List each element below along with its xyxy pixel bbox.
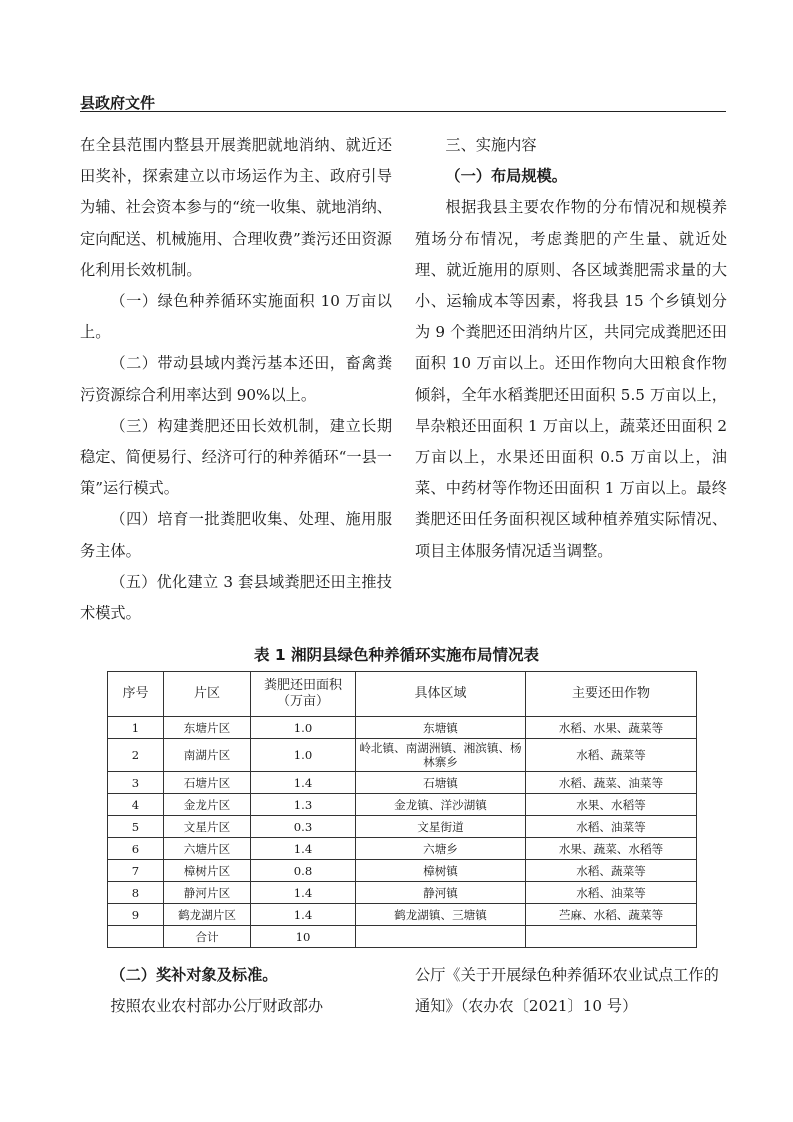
table-cell: 0.8 xyxy=(251,860,356,882)
subsidy-paragraph-continued: 公厅《关于开展绿色种养循环农业试点工作的通知》（农办农〔2021〕10 号） xyxy=(415,966,719,1016)
table-cell: 8 xyxy=(108,882,164,904)
table-cell: 樟树片区 xyxy=(164,860,251,882)
table-row xyxy=(108,794,697,816)
table-cell: 水果、水稻等 xyxy=(526,794,697,816)
table-cell: 水稻、蔬菜等 xyxy=(526,739,697,772)
table-row xyxy=(108,739,697,772)
table-cell: 7 xyxy=(108,860,164,882)
table-cell: 1.4 xyxy=(251,838,356,860)
table-cell: 南湖片区 xyxy=(164,739,251,772)
goal-item: （一）绿色种养循环实施面积 10 万亩以上。 xyxy=(80,292,392,342)
goal-item: （四）培育一批粪肥收集、处理、施用服务主体。 xyxy=(80,510,392,560)
table-cell: 水稻、油菜等 xyxy=(526,816,697,838)
table-cell: 金龙镇、洋沙湖镇 xyxy=(356,794,526,816)
right-column xyxy=(415,130,727,567)
header-cell: 片区 xyxy=(164,672,251,717)
layout-table xyxy=(107,671,697,948)
intro-paragraph: 在全县范围内整县开展粪肥就地消纳、就近还田奖补，探索建立以市场运作为主、政府引导为辅、社会资本参与的“统一收集、就地消纳、定向配送、机械施用、合理收费”粪污还田资源化利用长效机制。 xyxy=(80,136,392,279)
header-divider xyxy=(80,111,726,112)
table-cell: 东塘镇 xyxy=(356,717,526,739)
table-cell: 金龙片区 xyxy=(164,794,251,816)
table-row xyxy=(108,860,697,882)
table-cell: 9 xyxy=(108,904,164,926)
table-cell xyxy=(526,926,697,948)
table-cell xyxy=(356,926,526,948)
subsidy-paragraph-start: 按照农业农村部办公厅财政部办 xyxy=(110,997,324,1016)
table-cell: 1.0 xyxy=(251,717,356,739)
table-cell: 鹤龙湖镇、三塘镇 xyxy=(356,904,526,926)
bottom-left-column xyxy=(80,960,392,1022)
table-cell: 2 xyxy=(108,739,164,772)
bottom-right-column xyxy=(415,960,727,1022)
header-cell: 粪肥还田面积（万亩） xyxy=(251,672,356,717)
table-cell: 1.4 xyxy=(251,882,356,904)
table-cell: 静河片区 xyxy=(164,882,251,904)
table-cell: 水稻、水果、蔬菜等 xyxy=(526,717,697,739)
table-cell: 5 xyxy=(108,816,164,838)
layout-paragraph: 根据我县主要农作物的分布情况和规模养殖场分布情况，考虑粪肥的产生量、就近处理、就近施用的原则、各区域粪肥需求量的大小、运输成本等因素，将我县 15 个乡镇划分为 9 个粪肥还田消纳片区，共同完成粪肥还田面积 10 万亩以上。还田作物向大田粮食作物倾斜，全年水稻粪肥还田面积 5.5 万亩以上，旱杂粮还田面积 1 万亩以上，蔬菜还田面积 2 万亩以上，水果还田面积 0.5 万亩以上，油菜、中药材等作物还田面积 1 万亩以上。最终粪肥还田任务面积视区域种植养殖实际情况、项目主体服务情况适当调整。 xyxy=(415,198,727,560)
table-cell: 水果、蔬菜、水稻等 xyxy=(526,838,697,860)
table-cell: 静河镇 xyxy=(356,882,526,904)
table-cell: 石塘片区 xyxy=(164,772,251,794)
left-column xyxy=(80,130,392,629)
table-cell: 1.4 xyxy=(251,772,356,794)
table-cell: 4 xyxy=(108,794,164,816)
table-cell: 文星街道 xyxy=(356,816,526,838)
subsection-title: （一）布局规模。 xyxy=(445,167,567,186)
header-cell: 序号 xyxy=(108,672,164,717)
table-cell: 合计 xyxy=(164,926,251,948)
table-cell: 六塘乡 xyxy=(356,838,526,860)
table-row xyxy=(108,904,697,926)
table-row xyxy=(108,882,697,904)
table-cell: 1.4 xyxy=(251,904,356,926)
table-cell: 鹤龙湖片区 xyxy=(164,904,251,926)
table-row xyxy=(108,717,697,739)
table-cell: 水稻、蔬菜等 xyxy=(526,860,697,882)
table-cell: 水稻、蔬菜、油菜等 xyxy=(526,772,697,794)
table-cell: 6 xyxy=(108,838,164,860)
table-cell: 六塘片区 xyxy=(164,838,251,860)
goal-item: （五）优化建立 3 套县域粪肥还田主推技术模式。 xyxy=(80,572,392,623)
table-cell: 文星片区 xyxy=(164,816,251,838)
table-cell: 1.3 xyxy=(251,794,356,816)
table-cell: 石塘镇 xyxy=(356,772,526,794)
table-row xyxy=(108,816,697,838)
goal-item: （二）带动县域内粪污基本还田，畜禽粪污资源综合利用率达到 90%以上。 xyxy=(80,354,392,404)
table-cell: 水稻、油菜等 xyxy=(526,882,697,904)
table-cell xyxy=(108,926,164,948)
table-cell: 樟树镇 xyxy=(356,860,526,882)
table-cell: 1 xyxy=(108,717,164,739)
goal-item: （三）构建粪肥还田长效机制，建立长期稳定、简便易行、经济可行的种养循环“一县一策”运行模式。 xyxy=(80,416,392,498)
table-row xyxy=(108,838,697,860)
table-cell: 1.0 xyxy=(251,739,356,772)
table-cell: 0.3 xyxy=(251,816,356,838)
section-title: 三、实施内容 xyxy=(445,136,537,154)
table-total-row xyxy=(108,926,697,948)
table-cell: 东塘片区 xyxy=(164,717,251,739)
table-row xyxy=(108,772,697,794)
subsection-title-2: （二）奖补对象及标准。 xyxy=(110,966,278,984)
header-cell: 主要还田作物 xyxy=(526,672,697,717)
header-cell: 具体区域 xyxy=(356,672,526,717)
page-header-title: 县政府文件 xyxy=(80,94,156,112)
table-header-row xyxy=(108,672,697,717)
table-cell: 岭北镇、南湖洲镇、湘滨镇、杨林寨乡 xyxy=(356,739,526,772)
table-cell: 3 xyxy=(108,772,164,794)
table-caption: 表 1 湘阴县绿色种养循环实施布局情况表 xyxy=(253,646,540,664)
table-cell: 苎麻、水稻、蔬菜等 xyxy=(526,904,697,926)
table-cell: 10 xyxy=(251,926,356,948)
